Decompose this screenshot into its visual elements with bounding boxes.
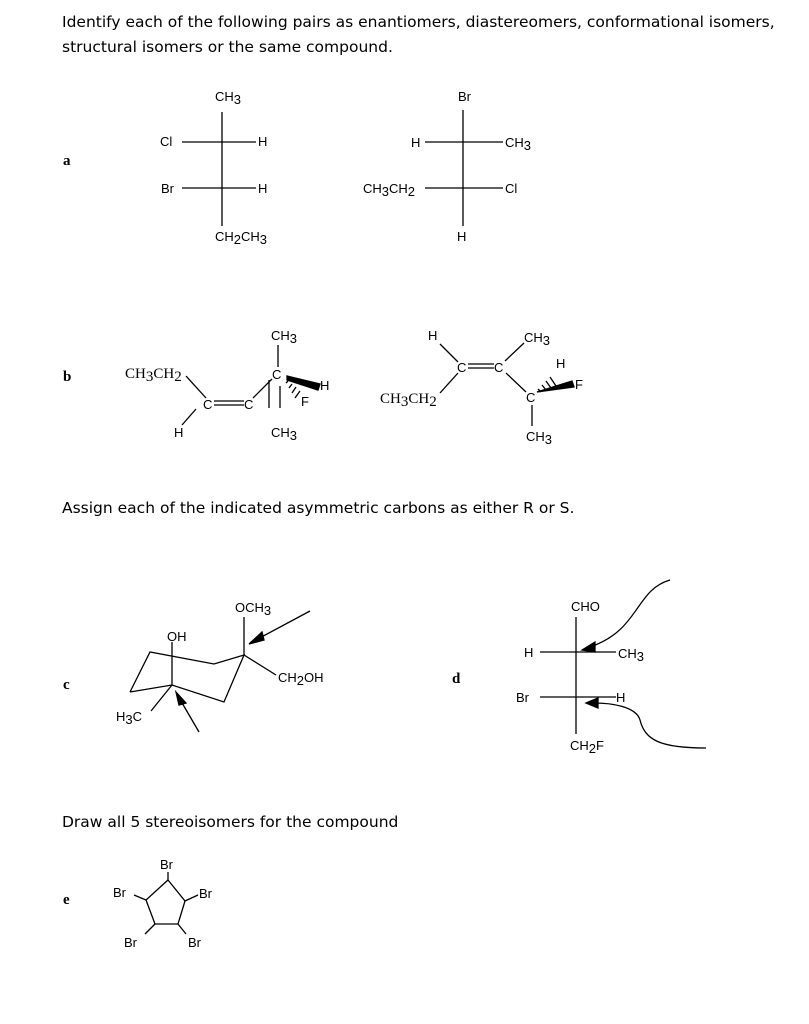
svg-text:H: H: [428, 328, 438, 343]
part-label-b: b: [63, 369, 72, 385]
svg-text:CH2OH: CH2OH: [278, 670, 324, 688]
svg-text:OCH3: OCH3: [235, 600, 272, 618]
svg-text:Br: Br: [113, 885, 126, 900]
svg-text:CH3: CH3: [618, 646, 645, 664]
part-label-a: a: [63, 153, 71, 169]
svg-text:OH: OH: [167, 629, 187, 644]
part-label-d: d: [452, 671, 461, 687]
svg-text:H: H: [320, 378, 330, 393]
svg-text:C: C: [244, 397, 254, 412]
svg-text:Cl: Cl: [160, 134, 173, 149]
svg-text:CH3: CH3: [271, 425, 298, 443]
svg-text:F: F: [575, 377, 583, 392]
fischer-projection-a1: [160, 89, 267, 247]
alkene-structure-b1: [125, 328, 329, 443]
svg-text:CH3: CH3: [524, 330, 551, 348]
svg-text:C: C: [526, 390, 536, 405]
svg-text:F: F: [301, 394, 309, 409]
svg-text:H3C: H3C: [116, 709, 143, 727]
svg-text:H: H: [174, 425, 184, 440]
question-assign-rs: Assign each of the indicated asymmetric carbons as either R or S.: [62, 499, 575, 517]
svg-text:Br: Br: [188, 935, 201, 950]
svg-text:CH3: CH3: [505, 135, 532, 153]
svg-text:CH3CH2: CH3CH2: [363, 181, 416, 199]
svg-text:Br: Br: [199, 886, 212, 901]
svg-text:CH2F: CH2F: [570, 738, 604, 756]
svg-text:Br: Br: [160, 857, 173, 872]
svg-text:C: C: [272, 367, 282, 382]
svg-text:CH3CH2: CH3CH2: [380, 391, 437, 410]
svg-text:CHO: CHO: [571, 599, 600, 614]
svg-text:Br: Br: [458, 89, 471, 104]
svg-text:Br: Br: [124, 935, 137, 950]
svg-text:C: C: [203, 397, 213, 412]
question-identify-pairs: Identify each of the following pairs as enantiomers, diastereomers, conformational isomers, structural isomers or the same compound.: [62, 13, 775, 56]
cyclohexane-chair-c: [116, 600, 324, 732]
svg-text:Cl: Cl: [505, 181, 518, 196]
svg-text:H: H: [411, 135, 421, 150]
fischer-projection-d: [516, 580, 706, 756]
svg-text:H: H: [457, 229, 467, 244]
part-label-c: c: [63, 677, 70, 693]
svg-text:CH3: CH3: [215, 89, 242, 107]
svg-text:CH2CH3: CH2CH3: [215, 229, 268, 247]
svg-text:CH3: CH3: [271, 328, 298, 346]
svg-text:Br: Br: [161, 181, 174, 196]
fischer-projection-a2: [363, 89, 531, 244]
svg-text:H: H: [616, 690, 626, 705]
svg-text:CH3CH2: CH3CH2: [125, 366, 182, 385]
svg-text:H: H: [258, 134, 268, 149]
question-draw-stereoisomers: Draw all 5 stereoisomers for the compound: [62, 813, 399, 831]
svg-text:H: H: [524, 645, 534, 660]
cyclopentane-e: [113, 857, 213, 950]
alkene-structure-b2: [380, 328, 583, 447]
svg-text:CH3: CH3: [526, 429, 553, 447]
svg-text:C: C: [494, 360, 504, 375]
part-label-e: e: [63, 892, 70, 908]
svg-text:Br: Br: [516, 690, 529, 705]
svg-text:H: H: [258, 181, 268, 196]
svg-text:C: C: [457, 360, 467, 375]
svg-text:H: H: [556, 356, 566, 371]
